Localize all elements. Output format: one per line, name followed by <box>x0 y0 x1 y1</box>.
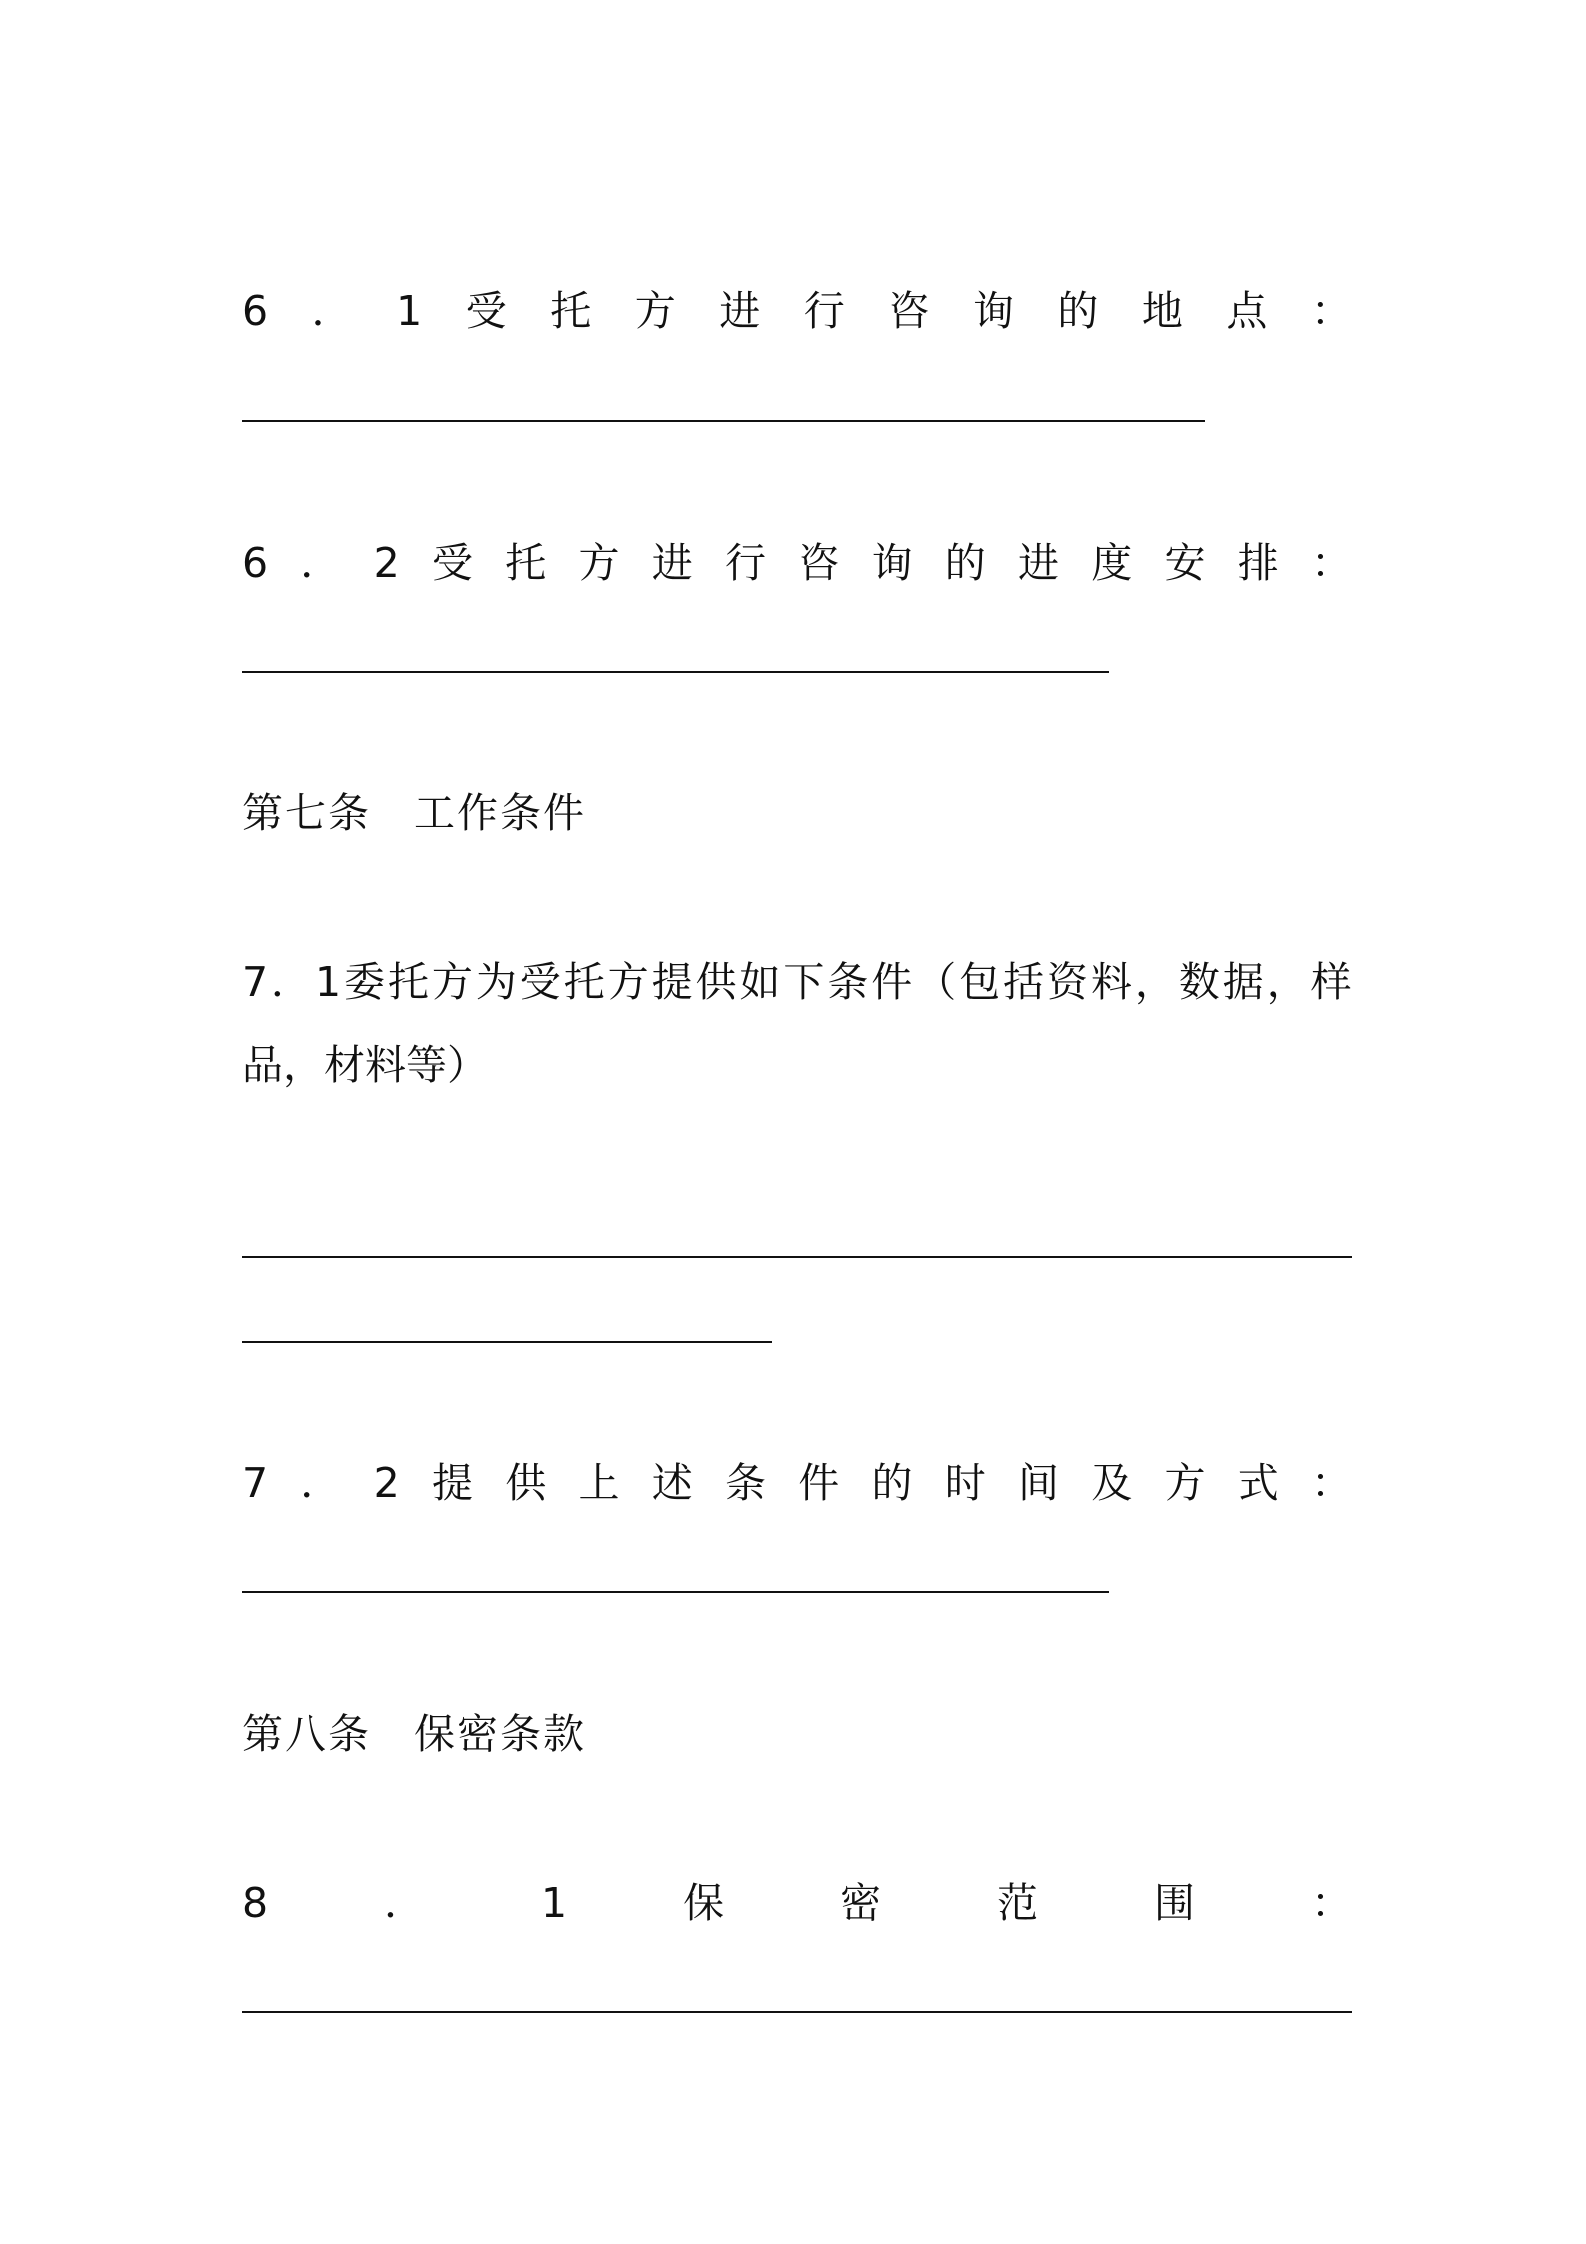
clause-6-2 <box>242 538 1352 588</box>
fill-blank-7-1-a <box>242 1256 1352 1258</box>
line-char: 地 <box>1141 287 1183 335</box>
line-char: 围 <box>1154 1879 1195 1927</box>
line-char: 度 <box>1091 539 1133 587</box>
line-char: ： <box>1310 539 1352 587</box>
line-char: 范 <box>997 1879 1039 1927</box>
line-char: ： <box>1310 287 1352 335</box>
line-char: 方 <box>1164 1459 1206 1507</box>
clause-8-1 <box>242 1878 1352 1928</box>
line-char: 安 <box>1164 539 1206 587</box>
line-char: 的 <box>1057 287 1099 335</box>
line-char: 7 <box>242 958 269 1006</box>
line-char: （ <box>915 958 957 1006</box>
line-char: 2 <box>373 539 400 587</box>
fill-blank-7-1-b <box>242 1341 772 1343</box>
line-char: 条 <box>827 958 869 1006</box>
line-char: 时 <box>944 1459 986 1507</box>
fill-blank-8-1 <box>242 2011 1352 2013</box>
line-char: ． <box>300 1459 342 1507</box>
line-char: 询 <box>871 539 913 587</box>
fill-blank-6-2 <box>242 671 1109 673</box>
line-char: 提 <box>651 958 693 1006</box>
line-char: 下 <box>783 958 825 1006</box>
line-char: 方 <box>634 287 676 335</box>
line-char: 询 <box>972 287 1014 335</box>
line-char: 方 <box>578 539 620 587</box>
line-char: 托 <box>387 958 429 1006</box>
line-char: 进 <box>1017 539 1059 587</box>
line-char: 2 <box>373 1459 400 1507</box>
line-char: 委 <box>344 958 385 1006</box>
line-char: ， <box>1134 958 1176 1006</box>
line-char: ． <box>311 287 353 335</box>
line-char: 提 <box>431 1459 473 1507</box>
line-char: 咨 <box>888 287 930 335</box>
article-7-heading: 第七条 工作条件 <box>242 789 586 837</box>
line-char: 受 <box>431 539 473 587</box>
line-char: 托 <box>505 539 547 587</box>
line-char: 数 <box>1178 958 1220 1006</box>
line-char: 的 <box>944 539 986 587</box>
line-char: 托 <box>563 958 605 1006</box>
line-char: 保 <box>683 1879 725 1927</box>
line-char: 8 <box>242 1879 269 1927</box>
fill-blank-7-2 <box>242 1591 1109 1593</box>
clause-7-1 <box>242 957 1352 1007</box>
line-char: 为 <box>475 958 517 1006</box>
line-char: 件 <box>798 1459 840 1507</box>
line-char: ． <box>384 1879 426 1927</box>
line-char: 进 <box>719 287 761 335</box>
line-char: 述 <box>651 1459 693 1507</box>
line-char: ． <box>271 958 313 1006</box>
line-char: 式 <box>1237 1459 1279 1507</box>
line-char: 1 <box>541 1879 568 1927</box>
line-char: 6 <box>242 539 269 587</box>
line-char: 括 <box>1003 958 1045 1006</box>
line-char: 据 <box>1222 958 1264 1006</box>
line-char: 行 <box>724 539 766 587</box>
line-char: 1 <box>314 958 342 1006</box>
line-char: 包 <box>959 958 1001 1006</box>
line-char: 受 <box>519 958 561 1006</box>
line-char: 供 <box>505 1459 547 1507</box>
line-char: 如 <box>739 958 781 1006</box>
line-char: 供 <box>695 958 737 1006</box>
line-char: 密 <box>840 1879 882 1927</box>
clause-6-1 <box>242 286 1352 336</box>
line-char: 的 <box>871 1459 913 1507</box>
line-char: 方 <box>607 958 649 1006</box>
line-char: 受 <box>465 287 507 335</box>
line-char: 资 <box>1047 958 1088 1006</box>
line-char: ： <box>1310 1879 1352 1927</box>
line-char: 6 <box>242 287 269 335</box>
line-char: 排 <box>1237 539 1279 587</box>
line-char: ． <box>300 539 342 587</box>
line-char: 上 <box>578 1459 620 1507</box>
line-char: 进 <box>651 539 693 587</box>
line-char: 托 <box>550 287 592 335</box>
line-char: 样 <box>1310 958 1352 1006</box>
fill-blank-6-1 <box>242 420 1205 422</box>
line-char: 件 <box>871 958 913 1006</box>
line-char: ： <box>1310 1459 1352 1507</box>
line-char: 1 <box>396 287 423 335</box>
line-char: 行 <box>803 287 845 335</box>
clause-7-2 <box>242 1458 1352 1508</box>
article-8-heading: 第八条 保密条款 <box>242 1710 586 1758</box>
line-char: 条 <box>724 1459 766 1507</box>
line-char: 料 <box>1090 958 1132 1006</box>
line-char: 及 <box>1091 1459 1133 1507</box>
line-char: 方 <box>431 958 473 1006</box>
clause-7-1-continued: 品，材料等） <box>242 1041 488 1089</box>
line-char: 咨 <box>798 539 840 587</box>
line-char: ， <box>1266 958 1308 1006</box>
line-char: 点 <box>1226 287 1268 335</box>
line-char: 7 <box>242 1459 269 1507</box>
line-char: 间 <box>1017 1459 1059 1507</box>
